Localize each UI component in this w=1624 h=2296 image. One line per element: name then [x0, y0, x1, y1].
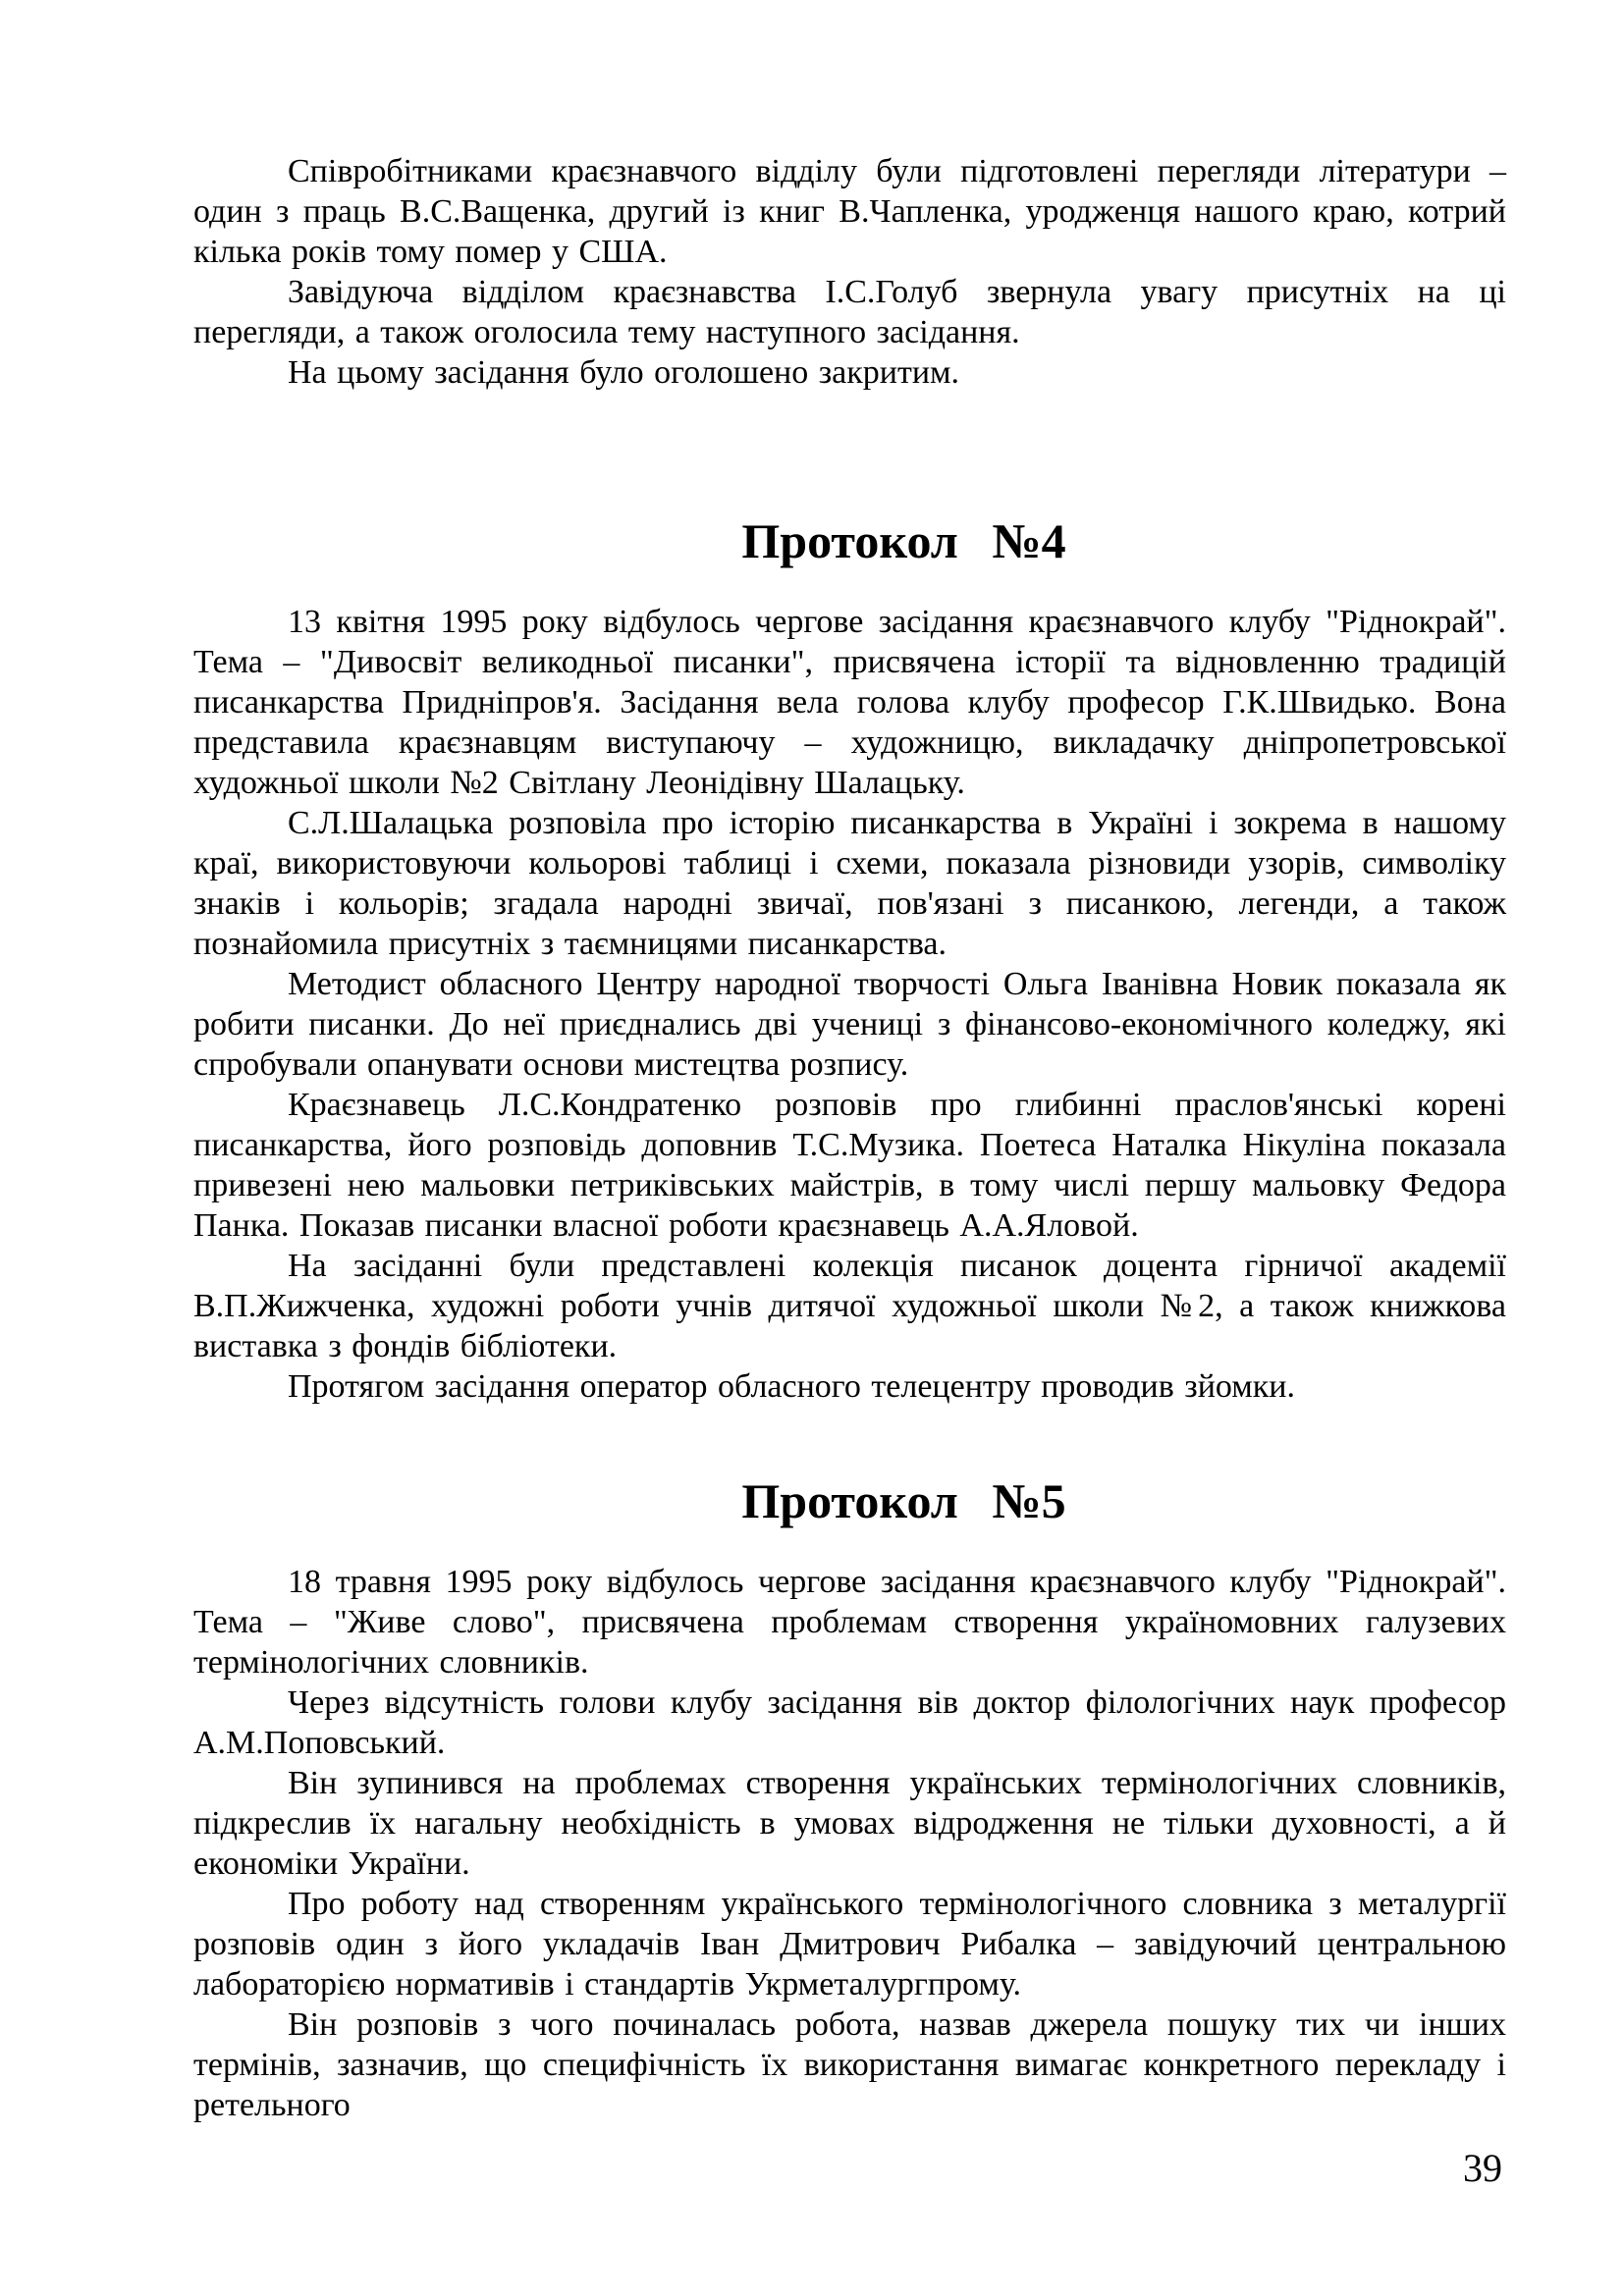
protocol-5-paragraph-4: Про роботу над створенням українського термінологічного словника з металургії розповів один з його укладачів Іван Дмитрович Рибалка – завідуючий центральною лабораторією нормативів і стандартів Укрметалургпрому. [193, 1886, 1506, 2002]
protocol-5-paragraph-1: 18 травня 1995 року відбулось чергове засідання краєзнавчого клубу "Ріднокрай". Тема – "Живе слово", присвячена проблемам створення україномовних галузевих термінологічних словників. [193, 1564, 1506, 1681]
protocol-4-heading: Протокол №4 [741, 513, 1066, 568]
protocol-4-paragraph-2: С.Л.Шалацька розповіла про історію писанкарства в Україні і зокрема в нашому краї, використовуючи кольорові таблиці і схеми, показала різновиди узорів, символіку знаків і кольорів; згадала народні звичаї, пов'язані з писанкою, легенди, а також познайомила присутніх з таємницями писанкарства. [193, 805, 1506, 962]
protocol-4-paragraph-4: Краєзнавець Л.С.Кондратенко розповів про глибинні праслов'янські корені писанкарства, його розповідь доповнив Т.С.Музика. Поетеса Наталка Нікуліна показала привезені нею мальовки петриківських майстрів, в тому числі першу мальовку Федора Панка. Показав писанки власної роботи краєзнавець А.А.Яловой. [193, 1087, 1506, 1244]
protocol-5-paragraph-5: Він розповів з чого починалась робота, назвав джерела пошуку тих чи інших термінів, зазначив, що специфічність їх використання вимагає конкретного перекладу і ретельного [193, 2006, 1506, 2123]
protocol-5-paragraph-3: Він зупинився на проблемах створення українських термінологічних словників, підкреслив їх нагальну необхідність в умовах відродження не тільки духовності, а й економіки України. [193, 1765, 1506, 1882]
protocol-4-paragraph-3: Методист обласного Центру народної творчості Ольга Іванівна Новик показала як робити писанки. До неї приєднались дві учениці з фінансово-економічного коледжу, які спробували опанувати основи мистецтва розпису. [193, 966, 1506, 1083]
text-block [193, 151, 1506, 2125]
protocol-5-paragraph-2: Через відсутність голови клубу засідання вів доктор філологічних наук професор А.М.Поповський. [193, 1684, 1506, 1761]
protocol-4-paragraph-5: На засіданні були представлені колекція писанок доцента гірничої академії В.П.Жижченка, художні роботи учнів дитячої художньої школи №2, а також книжкова виставка з фондів бібліотеки. [193, 1248, 1506, 1364]
protocol-4-paragraph-6: Протягом засідання оператор обласного телецентру проводив зйомки. [288, 1368, 1296, 1405]
intro-paragraph-3: На цьому засідання було оголошено закритим. [288, 354, 960, 391]
page-number: 39 [1463, 2146, 1502, 2190]
intro-paragraph-2: Завідуюча відділом краєзнавства І.С.Голуб звернула увагу присутніх на ці перегляди, а також оголосила тему наступного засідання. [193, 274, 1506, 350]
protocol-5-heading: Протокол №5 [741, 1473, 1066, 1528]
intro-paragraph-1: Співробітниками краєзнавчого відділу були підготовлені перегляди літератури – один з праць В.С.Ващенка, другий із книг В.Чапленка, уродженця нашого краю, котрий кілька років тому помер у США. [193, 153, 1506, 270]
protocol-4-paragraph-1: 13 квітня 1995 року відбулось чергове засідання краєзнавчого клубу "Ріднокрай". Тема – "Дивосвіт великодньої писанки", присвячена історії та відновленню традицій писанкарства Придніпров'я. Засідання вела голова клубу професор Г.К.Швидько. Вона представила краєзнавцям виступаючу – художницю, викладачку дніпропетровської художньої школи №2 Світлану Леонідівну Шалацьку. [193, 604, 1506, 801]
